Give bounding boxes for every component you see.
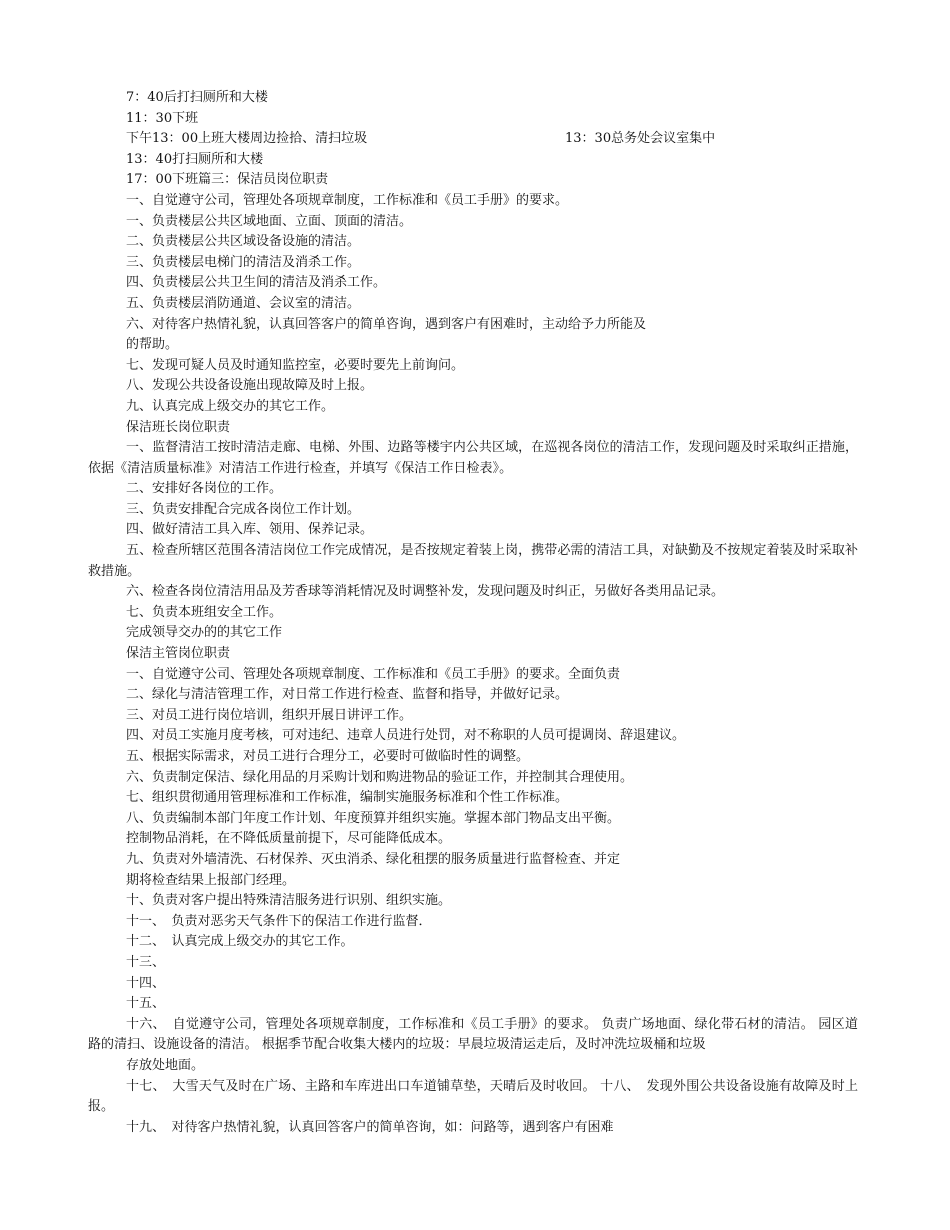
text-line: 二、负责楼层公共区域设备设施的清洁。: [126, 234, 361, 250]
text-line: 六、检查各岗位清洁用品及芳香球等消耗情况及时调整补发，发现问题及时纠正，另做好各类用品记录。: [126, 584, 725, 600]
text-line: 十五、: [126, 996, 166, 1012]
text-line: 九、认真完成上级交办的其它工作。: [126, 398, 335, 414]
text-line: 五、负责楼层消防通道、会议室的清洁。: [126, 295, 361, 311]
paragraph: 一、监督清洁工按时清洁走廊、电梯、外围、边路等楼宇内公共区域，在巡视各岗位的清洁工作，发现问题及时采取纠正措施，依据《清洁质量标准》对清洁工作进行检查，并填写《保洁工作日检表》。: [88, 440, 858, 476]
text-line: 十九、 对待客户热情礼貌，认真回答客户的简单咨询，如：问路等，遇到客户有困难: [126, 1119, 614, 1135]
text-line: 四、做好清洁工具入库、领用、保养记录。: [126, 522, 374, 538]
text-line: 11：30下班: [126, 110, 199, 126]
text-line: 十一、 负责对恶劣天气条件下的保洁工作进行监督．: [126, 913, 432, 929]
text-line: 四、对员工实施月度考核，可对违纪、违章人员进行处罚，对不称职的人员可提调岗、辞退建议。: [126, 728, 686, 744]
text-line: 五、根据实际需求，对员工进行合理分工，必要时可做临时性的调整。: [126, 749, 530, 764]
text-line: 七、发现可疑人员及时通知监控室，必要时要先上前询问。: [126, 357, 465, 373]
text-line: 六、负责制定保洁、绿化用品的月采购计划和购进物品的验证工作，并控制其合理使用。: [126, 769, 634, 785]
text-line: 13：40打扫厕所和大楼: [126, 151, 264, 167]
paragraph: 十六、 自觉遵守公司，管理处各项规章制度，工作标准和《员工手册》的要求。 负责广场地面、绿化带石材的清洁。 园区道路的清扫、设施设备的清洁。 根据季节配合收集大楼内的垃圾：早晨垃圾清运走后，及时冲洗垃圾桶和垃圾: [88, 1016, 858, 1053]
text-line: 一、负责楼层公共区域地面、立面、顶面的清洁。: [126, 213, 413, 229]
text-line: 7：40后打扫厕所和大楼: [126, 90, 268, 105]
text-line: 十四、: [126, 975, 166, 991]
text-line: 八、发现公共设备设施出现故障及时上报。: [126, 378, 374, 394]
text-line: 一、自觉遵守公司、管理处各项规章制度、工作标准和《员工手册》的要求。全面负责: [126, 666, 621, 682]
schedule-line: [88, 129, 858, 150]
text-line: 七、负责本班组安全工作。: [126, 604, 283, 620]
text-line: 三、负责楼层电梯门的清洁及消杀工作。: [126, 254, 361, 270]
text-line: 13：30总务处会议室集中: [565, 131, 716, 147]
text-line: 完成领导交办的的其它工作: [126, 625, 283, 641]
text-line: 八、负责编制本部门年度工作计划、年度预算并组织实施。掌握本部门物品支出平衡。: [126, 810, 621, 826]
section-heading: 保洁主管岗位职责: [126, 646, 231, 662]
text-line: 九、负责对外墙清洗、石材保养、灭虫消杀、绿化租摆的服务质量进行监督检查、并定: [126, 851, 621, 867]
text-line: 存放处地面。: [126, 1057, 205, 1073]
section-heading: 保洁班长岗位职责: [126, 419, 231, 435]
text-line: 十二、 认真完成上级交办的其它工作。: [126, 934, 354, 950]
text-line: 的帮助。: [126, 337, 179, 353]
text-line: 二、安排好各岗位的工作。: [126, 481, 283, 497]
text-line: 七、组织贯彻通用管理标准和工作标准，编制实施服务标准和个性工作标准。: [126, 790, 569, 806]
text-line: 一、自觉遵守公司，管理处各项规章制度，工作标准和《员工手册》的要求。: [126, 192, 569, 208]
text-line: 控制物品消耗，在不降低质量前提下，尽可能降低成本。: [126, 831, 452, 847]
section-heading: 17：00下班篇三：保洁员岗位职责: [126, 172, 329, 188]
document-page: [88, 88, 858, 1138]
text-line: 下午13：00上班大楼周边捡拾、清扫垃圾: [126, 131, 368, 147]
paragraph: 五、检查所辖区范围各清洁岗位工作完成情况，是否按规定着装上岗，携带必需的清洁工具，对缺勤及不按规定着装及时采取补救措施。: [88, 543, 858, 579]
text-line: 期将检查结果上报部门经理。: [126, 872, 296, 888]
text-line: 四、负责楼层公共卫生间的清洁及消杀工作。: [126, 275, 387, 291]
text-line: 十三、: [126, 954, 166, 970]
text-line: 三、负责安排配合完成各岗位工作计划。: [126, 501, 361, 517]
text-line: 六、对待客户热情礼貌，认真回答客户的简单咨询，遇到客户有困难时，主动给予力所能及: [126, 316, 647, 332]
text-line: 三、对员工进行岗位培训，组织开展日讲评工作。: [126, 707, 413, 723]
paragraph: 十七、 大雪天气及时在广场、主路和车库进出口车道铺草垫，天晴后及时收回。 十八、 发现外围公共设备设施有故障及时上报。: [88, 1078, 858, 1115]
text-line: 十、负责对客户提出特殊清洁服务进行识别、组织实施。: [126, 893, 452, 909]
text-line: 二、绿化与清洁管理工作，对日常工作进行检查、监督和指导，并做好记录。: [126, 687, 569, 703]
